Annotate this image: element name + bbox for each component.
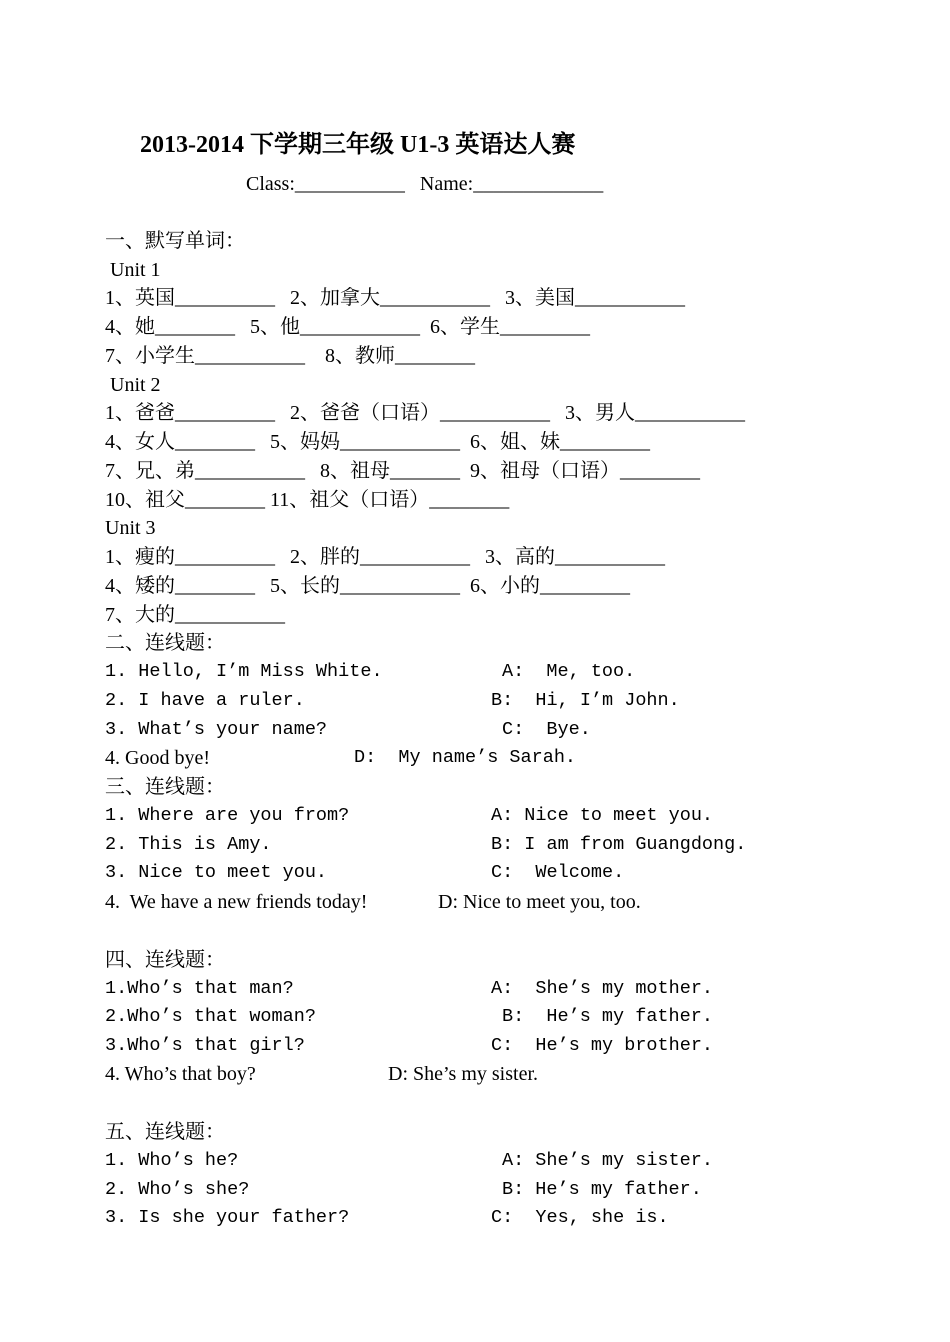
unit1-row: 4、她________ 5、他____________ 6、学生_________ <box>105 316 590 338</box>
unit3-row: 7、大的___________ <box>105 604 285 626</box>
unit1-label: Unit 1 <box>110 259 161 281</box>
unit3-label: Unit 3 <box>105 517 156 539</box>
match-right-item: C: Welcome. <box>491 862 625 883</box>
match-left-item: 3. Is she your father? <box>105 1207 350 1228</box>
match-left-item: 4. We have a new friends today! <box>105 891 368 913</box>
class-name-line: Class:___________ Name:_____________ <box>246 173 604 195</box>
match-right-item: B: He’s my father. <box>502 1179 702 1200</box>
unit2-row: 1、爸爸__________ 2、爸爸（口语）___________ 3、男人___________ <box>105 402 745 424</box>
match-right-item: D: My name’s Sarah. <box>354 747 577 768</box>
section2-heading: 二、连线题： <box>105 632 225 654</box>
match-right-item: C: Bye. <box>502 719 591 740</box>
match-left-item: 1. Hello, I’m Miss White. <box>105 661 383 682</box>
match-left-item: 3. Nice to meet you. <box>105 862 328 883</box>
match-left-item: 2. This is Amy. <box>105 834 272 855</box>
unit2-row: 4、女人________ 5、妈妈____________ 6、姐、妹_________ <box>105 431 650 453</box>
match-right-item: B: Hi, I’m John. <box>491 690 680 711</box>
match-left-item: 2. Who’s she? <box>105 1179 250 1200</box>
match-left-item: 4. Good bye! <box>105 747 210 769</box>
unit2-label: Unit 2 <box>110 374 161 396</box>
unit3-row: 1、瘦的__________ 2、胖的___________ 3、高的___________ <box>105 546 665 568</box>
match-right-item: A: Nice to meet you. <box>491 805 714 826</box>
unit2-row: 7、兄、弟___________ 8、祖母_______ 9、祖母（口语）________ <box>105 460 700 482</box>
match-left-item: 1. Who’s he? <box>105 1150 239 1171</box>
page-title: 2013-2014 下学期三年级 U1-3 英语达人赛 <box>140 132 576 158</box>
match-right-item: B: I am from Guangdong. <box>491 834 747 855</box>
match-left-item: 3. What’s your name? <box>105 719 328 740</box>
unit1-row: 7、小学生___________ 8、教师________ <box>105 345 475 367</box>
unit3-row: 4、矮的________ 5、长的____________ 6、小的_________ <box>105 575 630 597</box>
section1-heading: 一、默写单词： <box>105 230 245 252</box>
match-right-item: D: She’s my sister. <box>388 1063 539 1085</box>
section5-heading: 五、连线题： <box>105 1121 225 1143</box>
match-right-item: B: He’s my father. <box>502 1006 713 1027</box>
match-left-item: 2. I have a ruler. <box>105 690 305 711</box>
match-right-item: D: Nice to meet you, too. <box>438 891 641 913</box>
section4-heading: 四、连线题： <box>105 949 225 971</box>
match-right-item: A: She’s my sister. <box>502 1150 713 1171</box>
match-left-item: 1. Where are you from? <box>105 805 350 826</box>
match-right-item: C: He’s my brother. <box>491 1035 714 1056</box>
match-left-item: 1.Who’s that man? <box>105 978 294 999</box>
match-right-item: A: Me, too. <box>502 661 636 682</box>
match-left-item: 3.Who’s that girl? <box>105 1035 305 1056</box>
match-right-item: C: Yes, she is. <box>491 1207 669 1228</box>
unit1-row: 1、英国__________ 2、加拿大___________ 3、美国___________ <box>105 287 685 309</box>
match-right-item: A: She’s my mother. <box>491 978 714 999</box>
match-left-item: 2.Who’s that woman? <box>105 1006 316 1027</box>
unit2-row: 10、祖父________ 11、祖父（口语）________ <box>105 489 510 511</box>
section3-heading: 三、连线题： <box>105 776 225 798</box>
match-left-item: 4. Who’s that boy? <box>105 1063 256 1085</box>
